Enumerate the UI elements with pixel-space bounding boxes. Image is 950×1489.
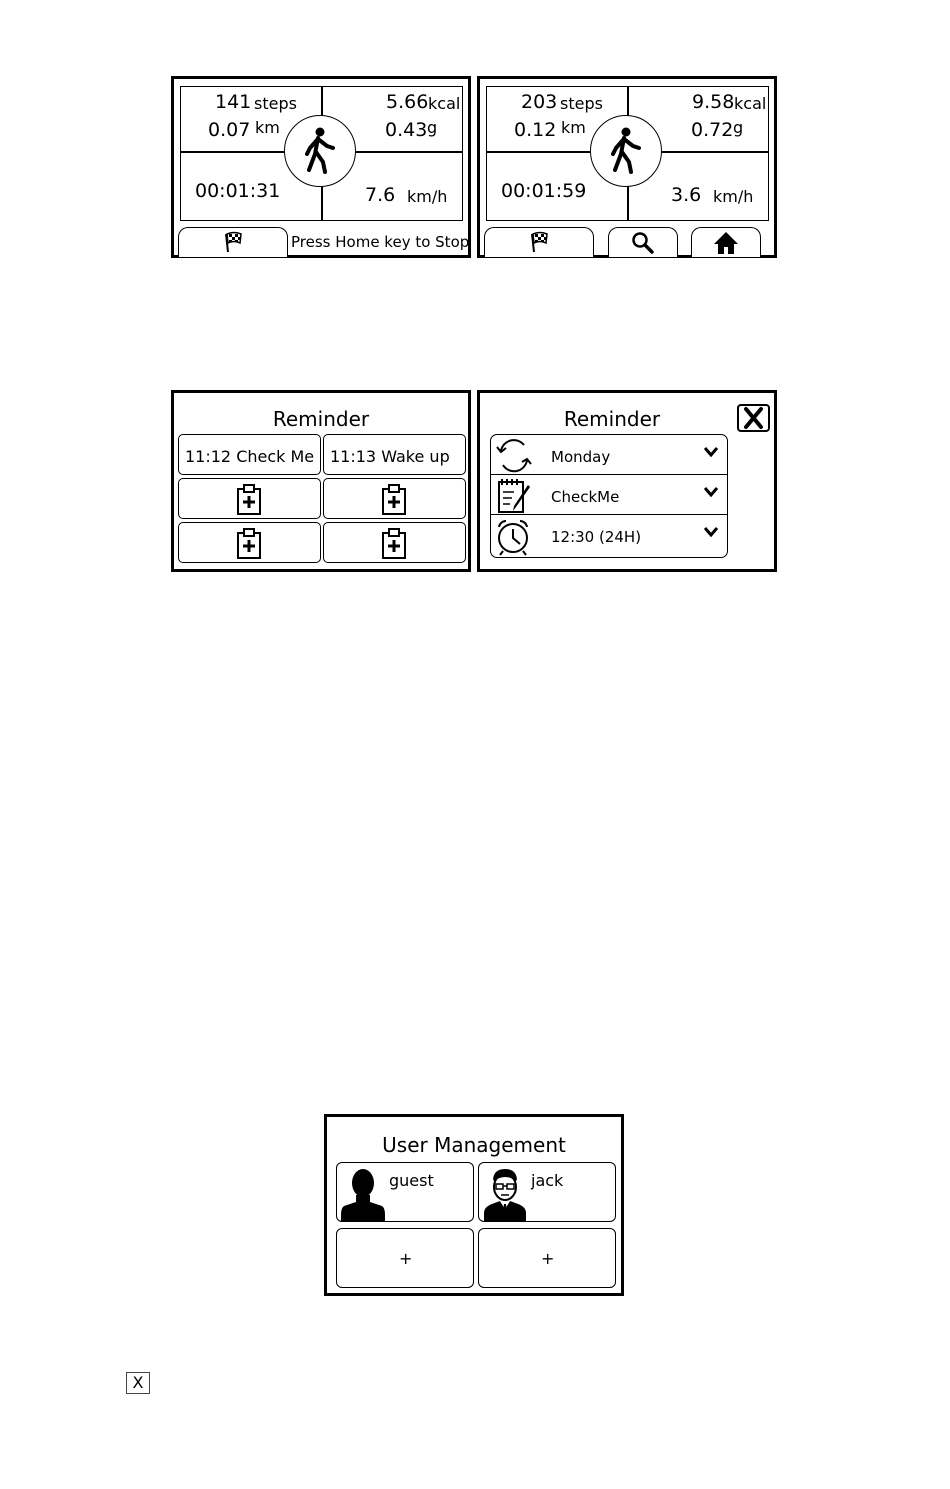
speed-unit: km/h (713, 187, 754, 206)
close-box[interactable] (126, 1372, 150, 1394)
elapsed-time: 00:01:31 (195, 180, 281, 202)
user-name: guest (389, 1171, 434, 1190)
add-reminder-slot[interactable] (178, 522, 321, 563)
alarm-clock-icon (494, 517, 534, 557)
stats-grid (180, 86, 463, 221)
close-button[interactable] (737, 404, 770, 432)
distance-value: 0.12 (514, 119, 557, 141)
user-management-screen (324, 1114, 624, 1296)
distance-unit: km (255, 118, 280, 137)
jack-avatar-icon (482, 1165, 528, 1221)
search-icon (631, 231, 655, 255)
chevron-down-icon[interactable] (703, 526, 719, 538)
add-user-label: + (541, 1249, 555, 1268)
walking-person-icon (590, 115, 662, 187)
repeat-value: Monday (551, 448, 611, 466)
search-tab[interactable] (608, 227, 678, 257)
fat-value: 0.72 (691, 119, 734, 141)
add-user-button[interactable] (336, 1228, 474, 1288)
finish-flag-tab[interactable] (178, 227, 288, 257)
content-value: CheckMe (551, 488, 620, 506)
reminder-slot[interactable] (178, 434, 321, 475)
user-slot-jack[interactable] (478, 1162, 616, 1222)
time-value: 12:30 (24H) (551, 528, 642, 546)
elapsed-time: 00:01:59 (501, 180, 587, 202)
calories-unit: kcal (428, 94, 461, 113)
fat-unit: g (427, 118, 438, 137)
checkered-flag-icon (221, 231, 245, 253)
stats-grid (486, 86, 769, 221)
speed-value: 3.6 (671, 184, 702, 206)
add-clipboard-icon (380, 484, 408, 516)
add-user-label: + (399, 1249, 413, 1268)
home-tab[interactable] (691, 227, 761, 257)
note-icon (494, 477, 534, 515)
add-clipboard-icon (380, 528, 408, 560)
reminder-label: 11:13 Wake up (330, 447, 450, 466)
add-reminder-slot[interactable] (178, 478, 321, 519)
reminder-slot[interactable] (323, 434, 466, 475)
pedometer-screen-1 (171, 76, 471, 258)
content-field[interactable] (491, 475, 727, 515)
steps-unit: steps (560, 94, 603, 113)
pedometer-screen-2 (477, 76, 777, 258)
close-icon (739, 406, 768, 430)
steps-value: 203 (521, 91, 558, 113)
distance-value: 0.07 (208, 119, 251, 141)
calories-value: 5.66 (386, 91, 429, 113)
screen-title: Reminder (563, 407, 661, 431)
fat-unit: g (733, 118, 744, 137)
guest-avatar-icon (340, 1165, 386, 1221)
chevron-down-icon[interactable] (703, 486, 719, 498)
reminder-edit-screen (477, 390, 777, 572)
fat-value: 0.43 (385, 119, 428, 141)
reminder-label: 11:12 Check Me (185, 447, 315, 466)
add-clipboard-icon (235, 528, 263, 560)
finish-flag-tab[interactable] (484, 227, 594, 257)
add-user-button[interactable] (478, 1228, 616, 1288)
reminder-list-screen (171, 390, 471, 572)
screen-title: User Management (382, 1133, 566, 1157)
speed-value: 7.6 (365, 184, 396, 206)
chevron-down-icon[interactable] (703, 446, 719, 458)
repeat-icon (494, 437, 534, 475)
steps-unit: steps (254, 94, 297, 113)
add-reminder-slot[interactable] (323, 478, 466, 519)
checkered-flag-icon (527, 231, 551, 253)
time-field[interactable] (491, 515, 727, 555)
add-clipboard-icon (235, 484, 263, 516)
stop-hint: Press Home key to Stop (291, 233, 470, 251)
steps-value: 141 (215, 91, 252, 113)
calories-unit: kcal (734, 94, 767, 113)
speed-unit: km/h (407, 187, 448, 206)
walking-person-icon (284, 115, 356, 187)
field-list (490, 434, 728, 558)
distance-unit: km (561, 118, 586, 137)
add-reminder-slot[interactable] (323, 522, 466, 563)
home-icon (713, 231, 739, 255)
user-name: jack (531, 1171, 564, 1190)
screen-title: Reminder (272, 407, 370, 431)
calories-value: 9.58 (692, 91, 735, 113)
repeat-field[interactable] (491, 435, 727, 475)
user-slot-guest[interactable] (336, 1162, 474, 1222)
close-box-label: X (132, 1373, 144, 1392)
